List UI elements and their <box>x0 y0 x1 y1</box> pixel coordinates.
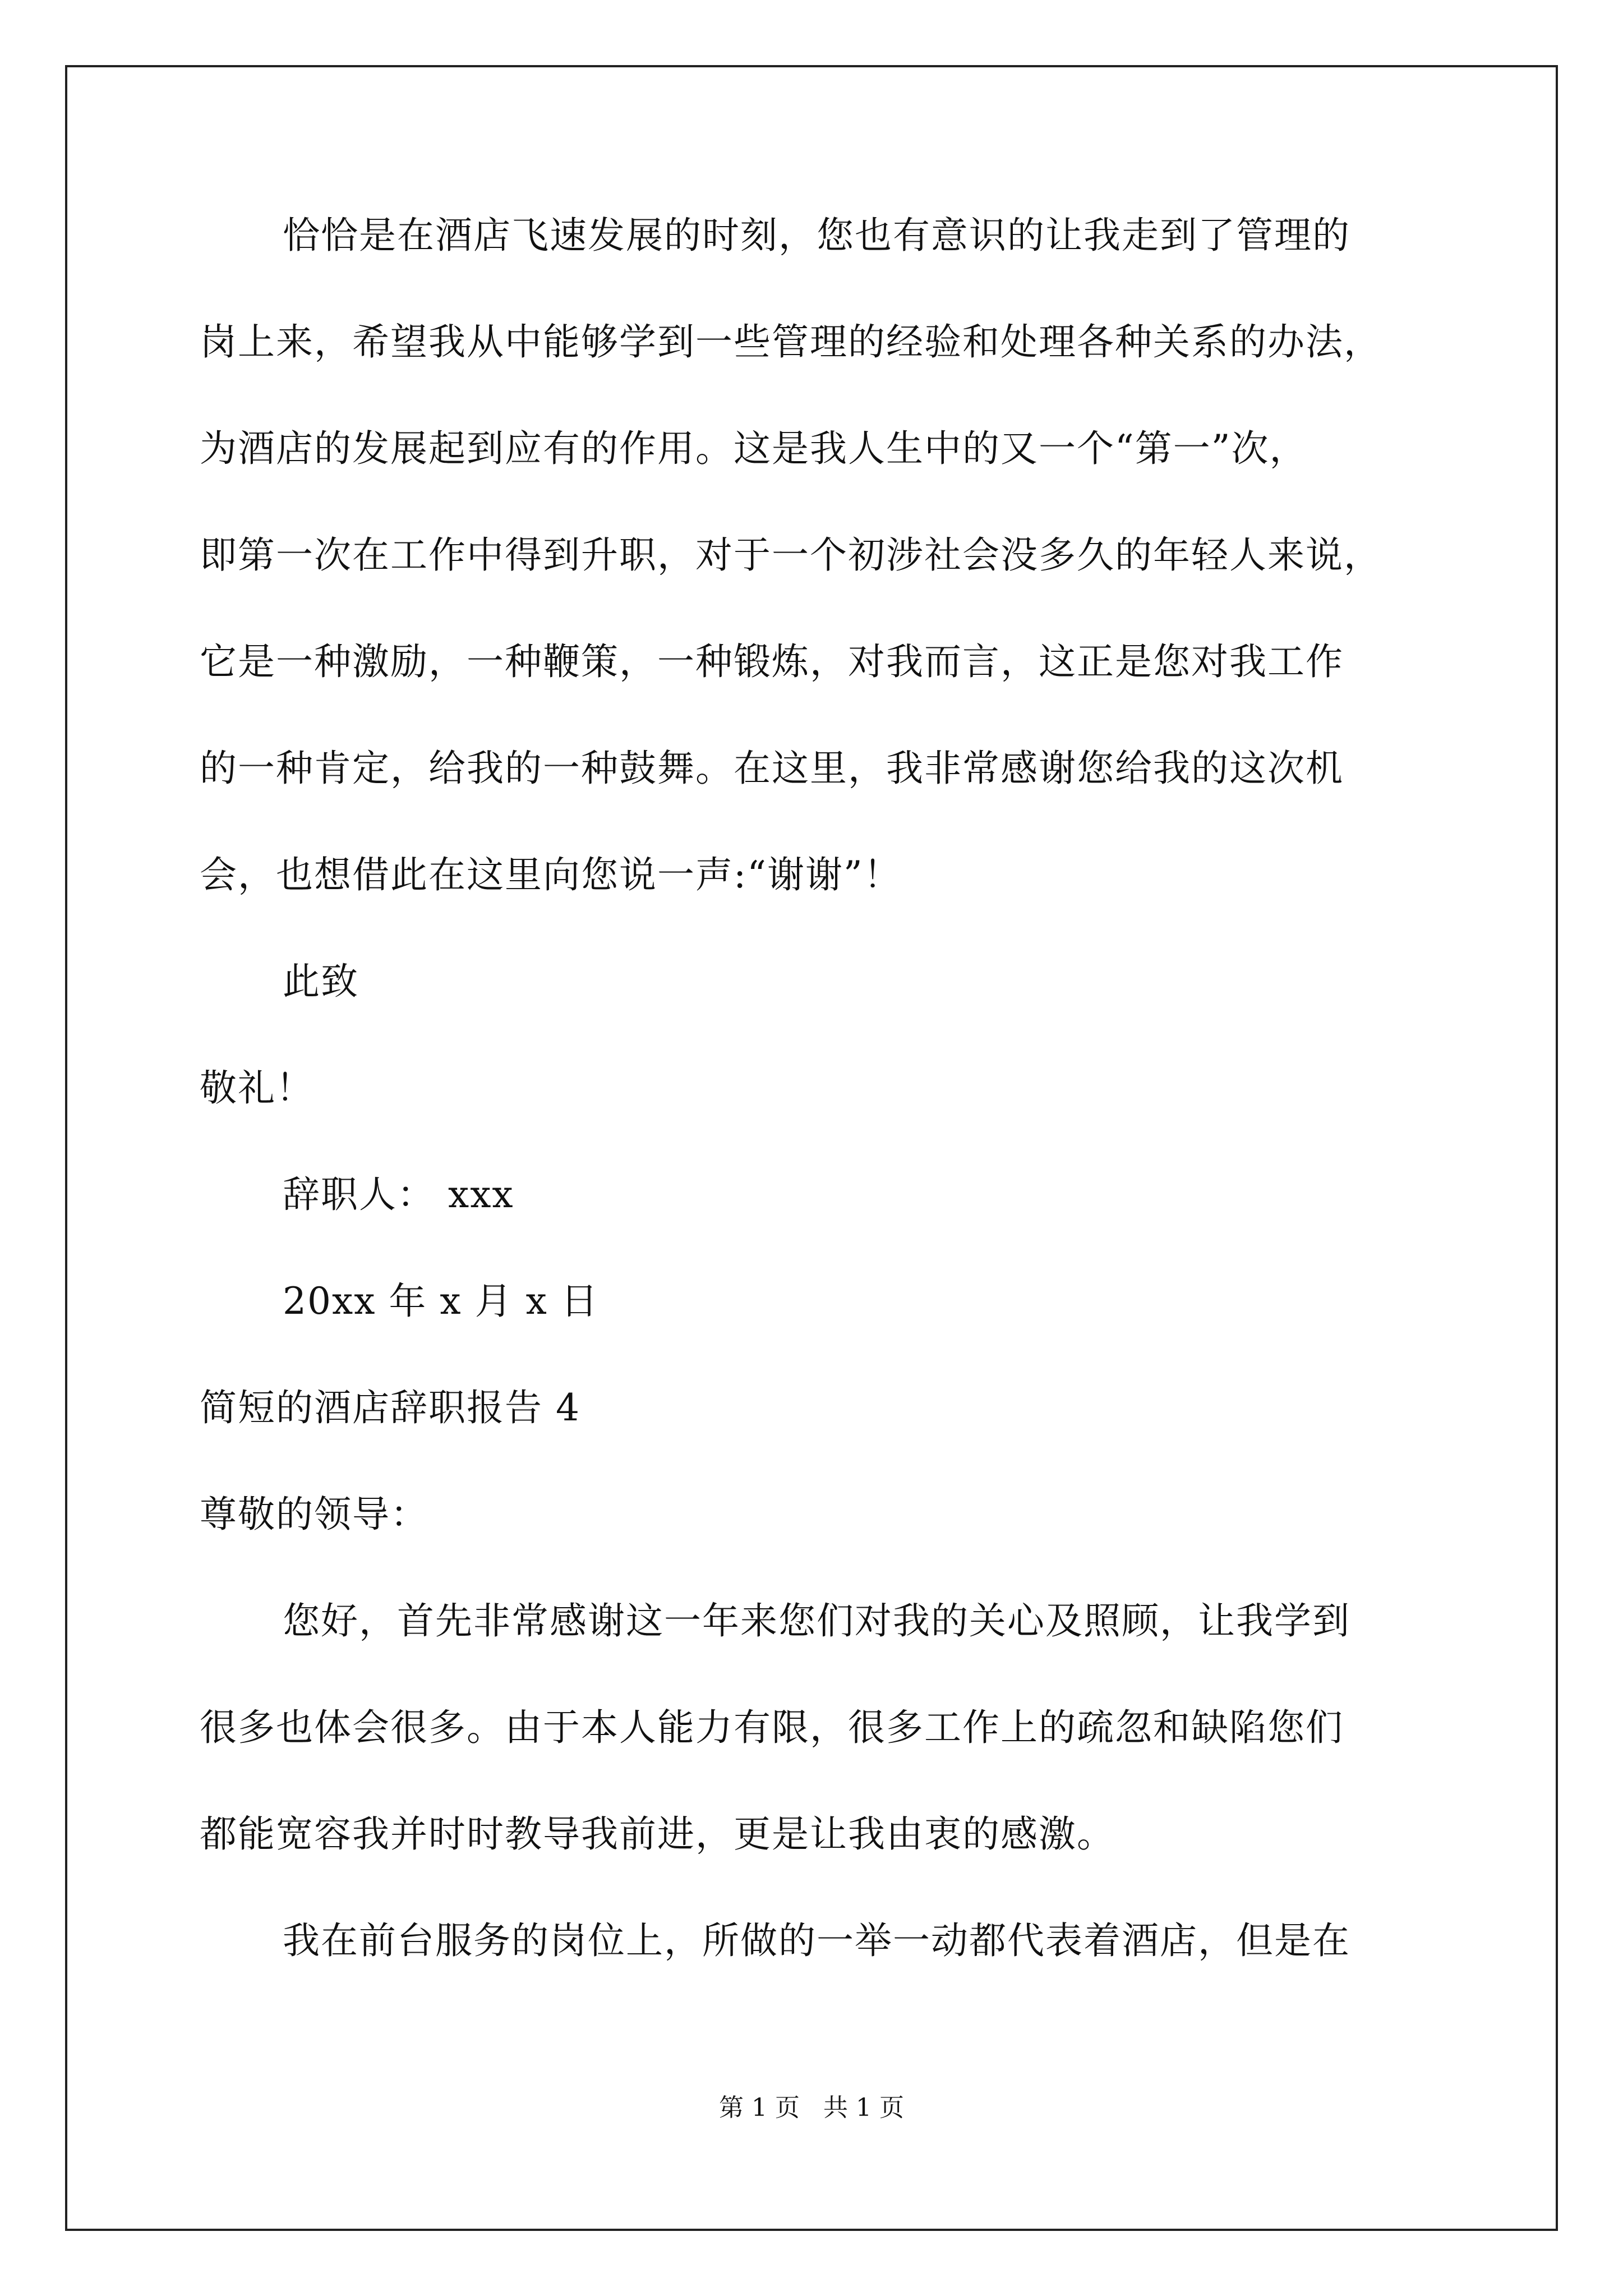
page-border <box>65 65 1558 2231</box>
paragraph-line: 您好，首先非常感谢这一年来您们对我的关心及照顾，让我学到 <box>283 1599 1350 1642</box>
paragraph-line: 的一种肯定，给我的一种鼓舞。在这里，我非常感谢您给我的这次机 <box>200 747 1344 790</box>
salutation-regards: 敬礼！ <box>200 1066 314 1110</box>
page-number-footer: 第 1 页 共 1 页 <box>719 2093 904 2122</box>
paragraph-line: 我在前台服务的岗位上，所做的一举一动都代表着酒店，但是在 <box>283 1919 1350 1962</box>
paragraph-line: 恰恰是在酒店飞速发展的时刻，您也有意识的让我走到了管理的 <box>283 214 1350 257</box>
salutation-closing: 此致 <box>283 960 359 1003</box>
paragraph-line: 都能宽容我并时时教导我前进，更是让我由衷的感激。 <box>200 1812 1115 1856</box>
paragraph-line: 为酒店的发展起到应有的作用。这是我人生中的又一个“第一”次， <box>200 427 1308 470</box>
paragraph-line: 会，也想借此在这里向您说一声:“谢谢”！ <box>200 853 902 896</box>
paragraph-line: 很多也体会很多。由于本人能力有限，很多工作上的疏忽和缺陷您们 <box>200 1706 1344 1749</box>
section-title: 简短的酒店辞职报告 4 <box>200 1386 580 1429</box>
paragraph-line: 即第一次在工作中得到升职，对于一个初涉社会没多久的年轻人来说， <box>200 533 1382 577</box>
date-line: 20xx 年 x 月 x 日 <box>283 1280 599 1323</box>
paragraph-line: 它是一种激励，一种鞭策，一种锻炼，对我而言，这正是您对我工作 <box>200 640 1344 683</box>
greeting: 尊敬的领导： <box>200 1493 428 1536</box>
paragraph-line: 岗上来，希望我从中能够学到一些管理的经验和处理各种关系的办法， <box>200 320 1382 364</box>
signature-line: 辞职人： xxx <box>283 1173 514 1216</box>
